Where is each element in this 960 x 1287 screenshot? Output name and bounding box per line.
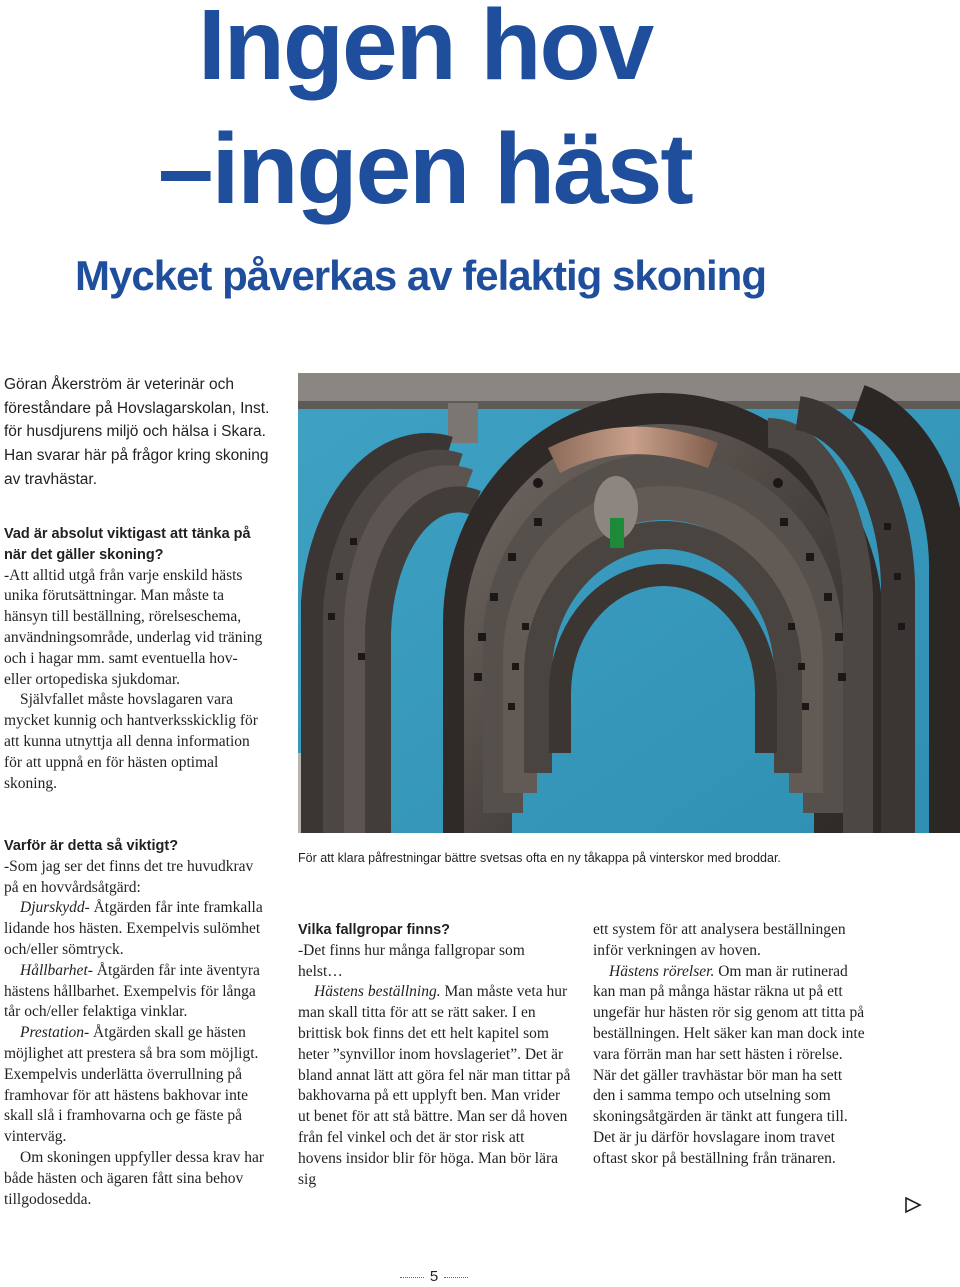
pitfall-term: Hästens beställning. [314, 983, 441, 1001]
answer-paragraph: -Det finns hur många fallgropar som helst… [298, 941, 525, 980]
triangle-right-icon [904, 1196, 922, 1219]
column-1-top [4, 524, 268, 794]
requirement-text: - Åtgärden får inte framkalla lidande hos hästen. Exempelvis sulömhet och/eller sömtryck. [4, 899, 263, 958]
question-heading: Vad är absolut viktigast att tänka på när det gäller skoning? [4, 526, 251, 563]
question-heading: Vilka fallgropar finns? [298, 922, 451, 938]
pitfall-term: Hästens rörelser. [609, 962, 715, 980]
article-title-line-2: –ingen häst [158, 113, 692, 225]
page-number: 5 [429, 1268, 439, 1285]
requirement-paragraph [4, 1023, 268, 1148]
column-3 [593, 920, 865, 1170]
requirement-text: - Åtgärden får inte äventyra hästens hållbarhet. Exempelvis för långa tår och/eller felaktiga vinklar. [4, 961, 260, 1021]
pitfall-text: Man måste veta hur man skall titta för att se rätt saker. I en brittisk bok finns det ett helt kapitel som heter ”synvillor inom hovslageriet”. Det är bland annat lätt att göra fel när man tittar på bakhovarna på ett upplyft ben. Man vrider ut benet för att stå bättre. Man ser då hoven från fel vinkel och det är stor risk att hovens insidor blir för höga. Man bör lära sig [298, 983, 571, 1188]
requirement-paragraph [4, 898, 268, 960]
column-1-bottom [4, 836, 268, 1210]
horseshoes-illustration [298, 373, 960, 833]
intro-paragraph: Göran Åkerström är veterinär och föreståndare på Hovslagarskolan, Inst. för husdjurens miljö och hälsa i Skara. Han svarar här på frågor kring skoning av travhästar. [4, 376, 270, 488]
requirement-term: Hållbarhet [20, 961, 88, 979]
column-2 [298, 920, 572, 1190]
requirement-term: Djurskydd [20, 899, 85, 917]
horseshoes-photo [298, 373, 960, 833]
question-heading: Varför är detta så viktigt? [4, 838, 179, 854]
page-number-footer [384, 1268, 484, 1285]
pitfall-paragraph [298, 982, 572, 1190]
requirement-text: - Åtgärden skall ge hästen möjlighet att prestera så bra som möjligt. Exempelvis underlätta överrullning på framhovar för att hästens bakhovar inte skall slå i framhovarna och ge fäste på vinterväg. [4, 1024, 259, 1146]
answer-paragraph: ett system för att analysera beställningen inför verkningen av hoven. [593, 921, 846, 959]
answer-paragraph: -Att alltid utgå från varje enskild hästs unika förutsättningar. Man måste ta hänsyn till beställning, rörelseschema, användningsområde, underlag vid träning och i hagar mm. samt eventuella hov- eller ortopediska sjukdomar. [4, 566, 263, 688]
requirement-paragraph [4, 961, 268, 1023]
article-title-line-1: Ingen hov [198, 0, 653, 101]
requirement-term: Prestation [20, 1024, 85, 1042]
article-subtitle: Mycket påverkas av felaktig skoning [75, 252, 766, 299]
pitfall-text: Om man är rutinerad kan man på många hästar räkna ut på ett ungefär hur hästen rör sig genom att titta på beställningen. Helt säker kan man dock inte vara förrän man har sett hästen i rörelse. När det gäller travhästar bör man ha sett den i samma tempo och utselning som skoningsåtgärden är tänkt att fungera till. Det är ju därför hovslagare inom travet oftast skor på beställning från tränaren. [593, 962, 865, 1167]
answer-paragraph: Om skoningen uppfyller dessa krav har både hästen och ägaren fått sina behov tillgodosedda. [4, 1148, 265, 1208]
answer-paragraph: Självfallet måste hovslagaren vara mycket kunnig och hantverksskicklig för att kunna utnyttja all denna information för att uppnå en för hästen optimal skoning. [4, 691, 258, 792]
answer-paragraph: -Som jag ser det finns det tre huvudkrav på en hovvårdsåtgärd: [4, 857, 254, 896]
pitfall-paragraph [593, 962, 865, 1170]
photo-caption: För att klara påfrestningar bättre svetsas ofta en ny tåkappa på vinterskor med broddar. [298, 851, 781, 865]
